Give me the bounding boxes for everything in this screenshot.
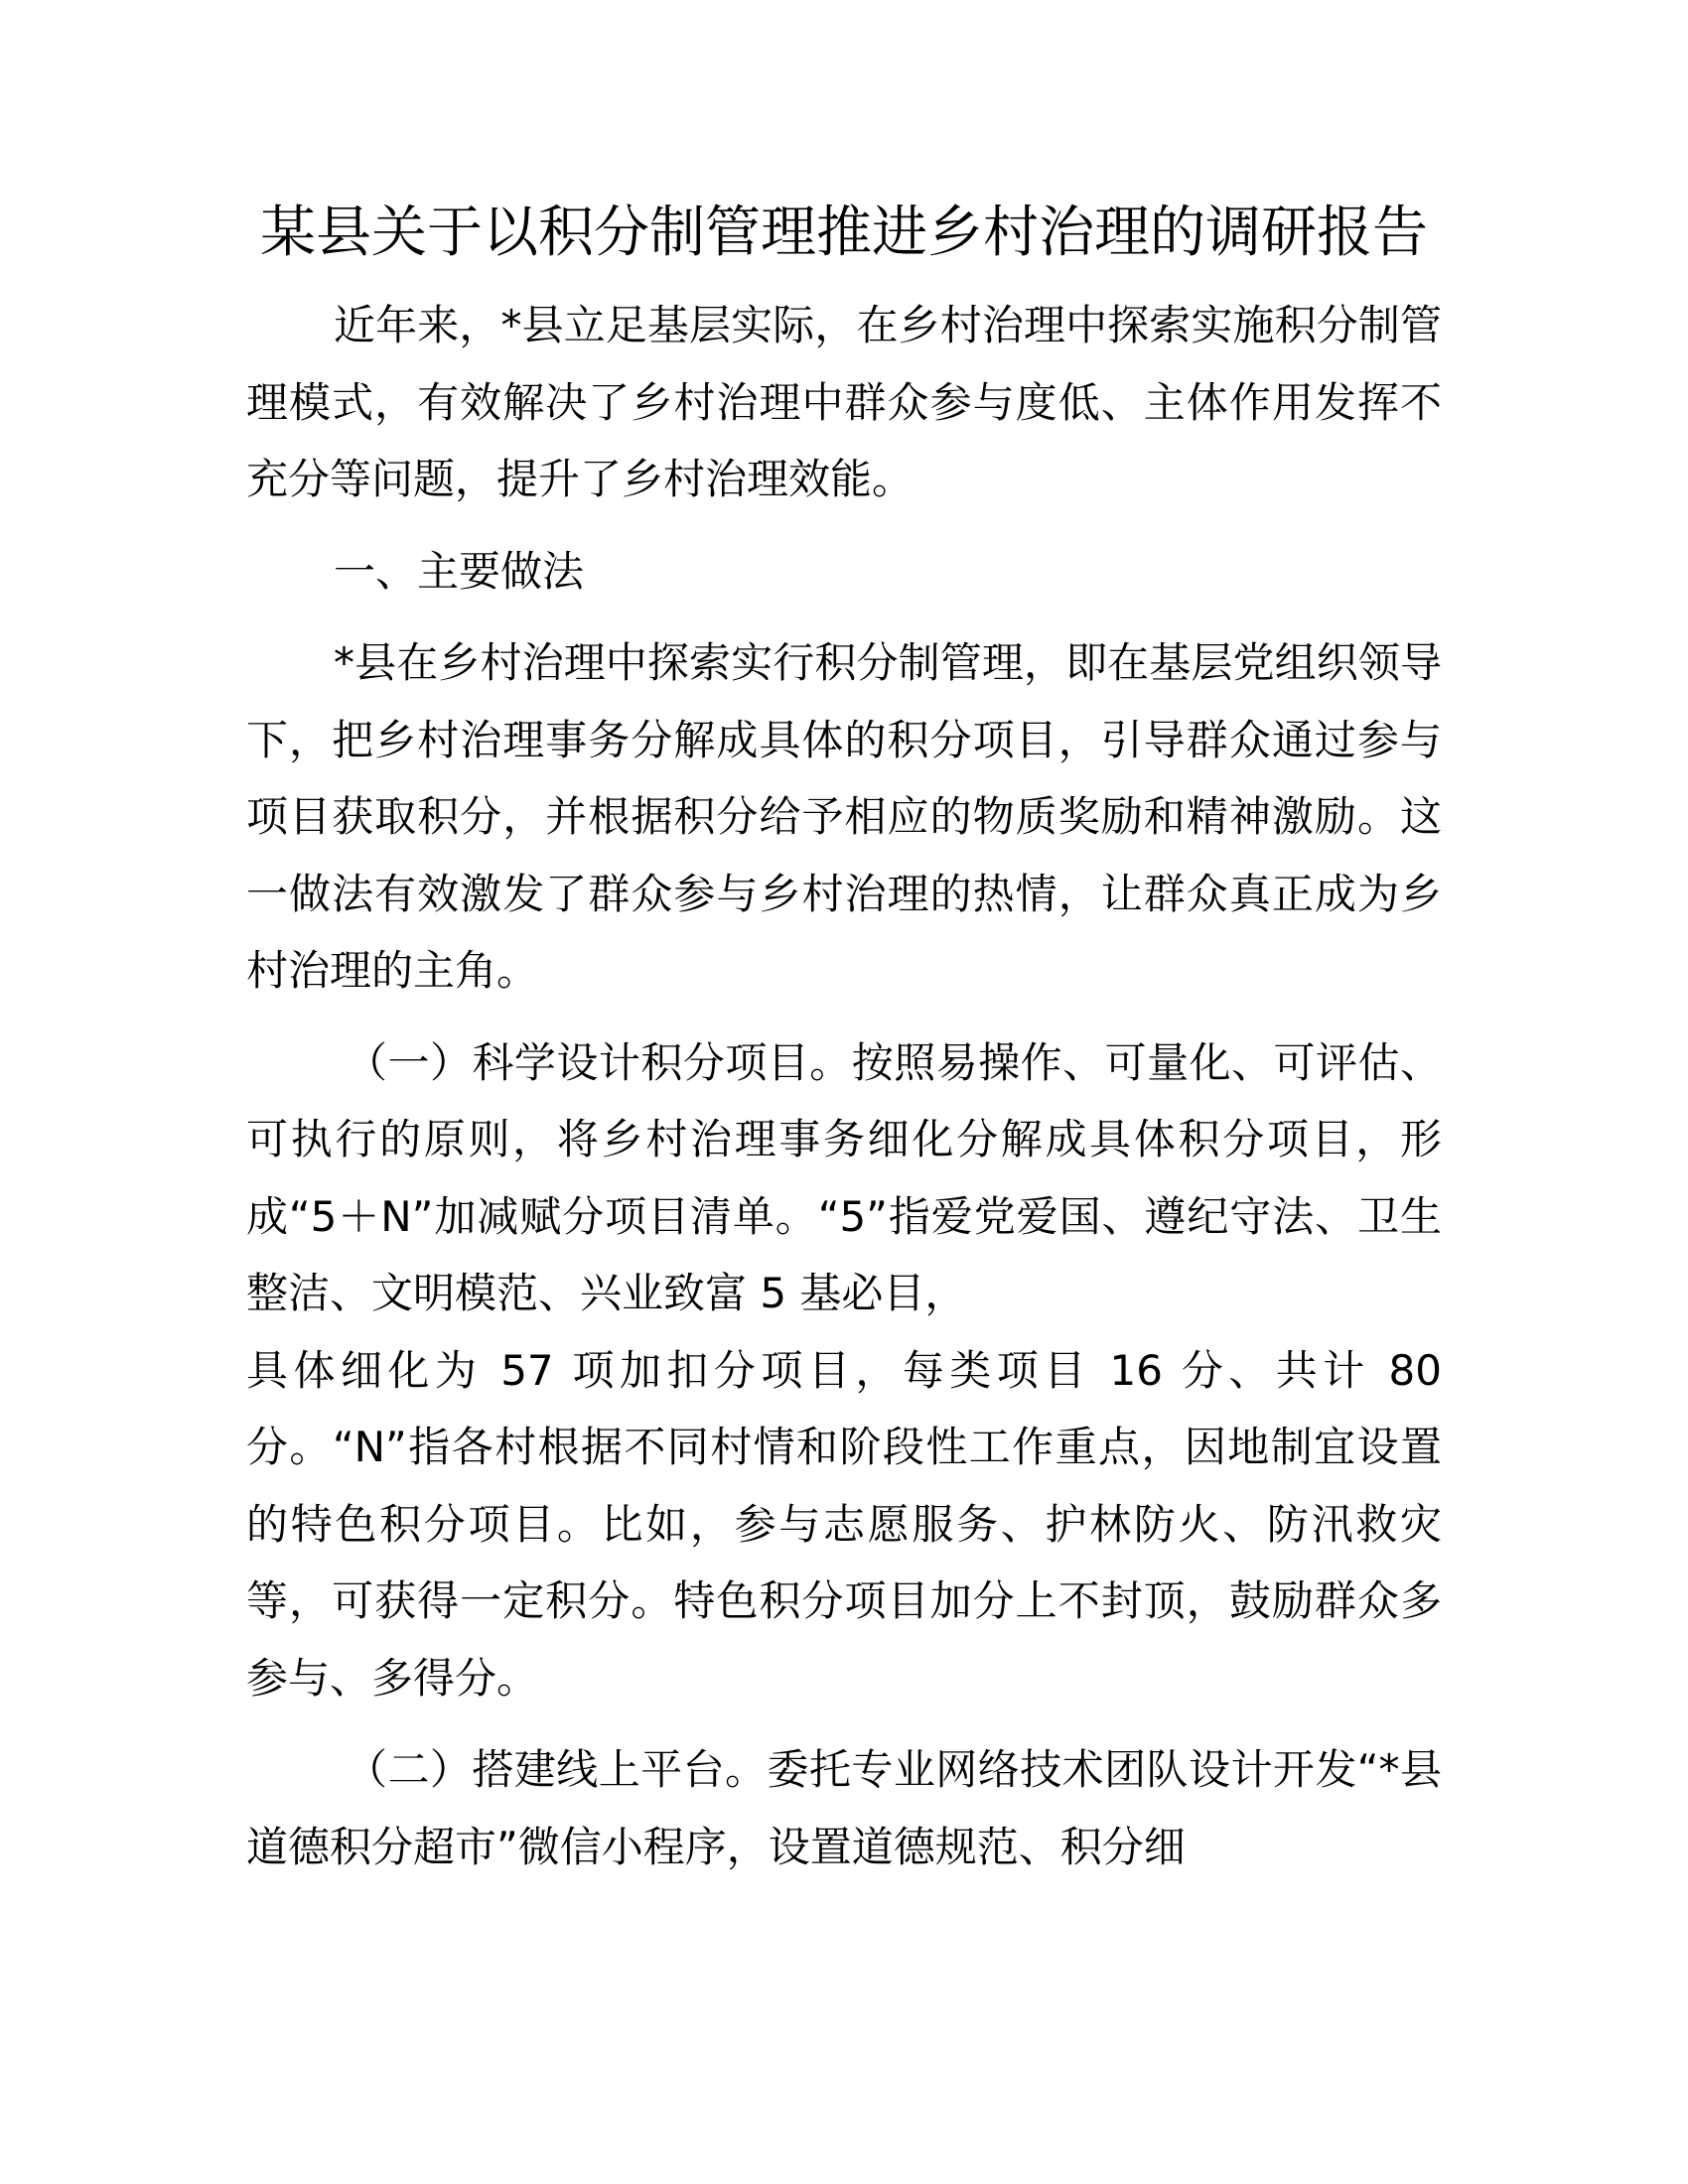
- item-2-paragraph: （二）搭建线上平台。委托专业网络技术团队设计开发“*县道德积分超市”微信小程序，设置道德规范、积分细: [246, 1745, 1442, 1871]
- document-title: 某县关于以积分制管理推进乡村治理的调研报告: [260, 201, 1428, 265]
- section-heading: 一、主要做法: [334, 546, 585, 596]
- document-page: [246, 194, 1442, 1900]
- item-1-paragraph-start: （一）科学设计积分项目。按照易操作、可量化、可评估、可执行的原则，将乡村治理事务细化分解成具体积分项目，形成“5＋N”加减赋分项目清单。“5”指爱党爱国、遵纪守法、卫生整洁、文明模范、兴业致富 5 基必目，: [246, 1037, 1442, 1317]
- section-paragraph: *县在乡村治理中探索实行积分制管理，即在基层党组织领导下，把乡村治理事务分解成具体的积分项目，引导群众通过参与项目获取积分，并根据积分给予相应的物质奖励和精神激励。这一做法有效激发了群众参与乡村治理的热情，让群众真正成为乡村治理的主角。: [246, 638, 1442, 995]
- item-1-paragraph-continued: 具体细化为 57 项加扣分项目，每类项目 16 分、共计 80 分。“N”指各村根据不同村情和阶段性工作重点，因地制宜设置的特色积分项目。比如，参与志愿服务、护林防火、防汛救灾等，可获得一定积分。特色积分项目加分上不封顶，鼓励群众多参与、多得分。: [246, 1345, 1442, 1703]
- intro-paragraph: 近年来，*县立足基层实际，在乡村治理中探索实施积分制管理模式，有效解决了乡村治理中群众参与度低、主体作用发挥不充分等问题，提升了乡村治理效能。: [246, 301, 1442, 503]
